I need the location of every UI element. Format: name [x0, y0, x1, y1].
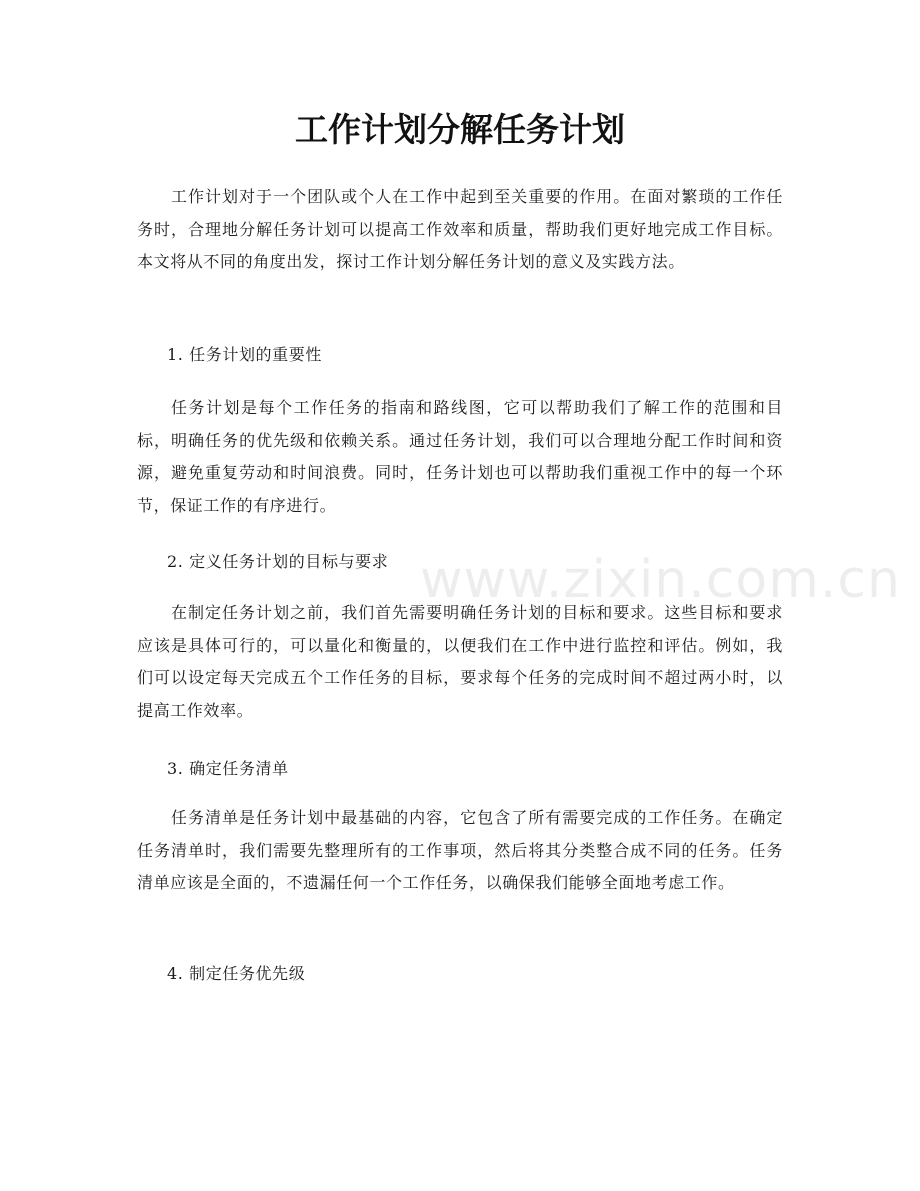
section-body-2: 在制定任务计划之前，我们首先需要明确任务计划的目标和要求。这些目标和要求应该是具体可行的，可以量化和衡量的，以便我们在工作中进行监控和评估。例如，我们可以设定每天完成五个工作任务的目标，要求每个任务的完成时间不超过两小时，以提高工作效率。	[137, 603, 783, 720]
section-heading-2: 2. 定义任务计划的目标与要求	[167, 552, 389, 571]
section-heading-1: 1. 任务计划的重要性	[167, 345, 322, 364]
section-body-3: 任务清单是任务计划中最基础的内容，它包含了所有需要完成的工作任务。在确定任务清单时，我们需要先整理所有的工作事项，然后将其分类整合成不同的任务。任务清单应该是全面的，不遗漏任何一个工作任务，以确保我们能够全面地考虑工作。	[137, 808, 783, 892]
intro-paragraph: 工作计划对于一个团队或个人在工作中起到至关重要的作用。在面对繁琐的工作任务时，合理地分解任务计划可以提高工作效率和质量，帮助我们更好地完成工作目标。本文将从不同的角度出发，探讨工作计划分解任务计划的意义及实践方法。	[137, 187, 783, 271]
section-heading-4: 4. 制定任务优先级	[167, 964, 306, 983]
section-heading-3: 3. 确定任务清单	[167, 759, 289, 778]
page-title: 工作计划分解任务计划	[295, 110, 625, 149]
watermark: www.zixin.com.cn	[420, 550, 901, 610]
section-body-1: 任务计划是每个工作任务的指南和路线图，它可以帮助我们了解工作的范围和目标，明确任务的优先级和依赖关系。通过任务计划，我们可以合理地分配工作时间和资源，避免重复劳动和时间浪费。同时，任务计划也可以帮助我们重视工作中的每一个环节，保证工作的有序进行。	[137, 398, 783, 515]
